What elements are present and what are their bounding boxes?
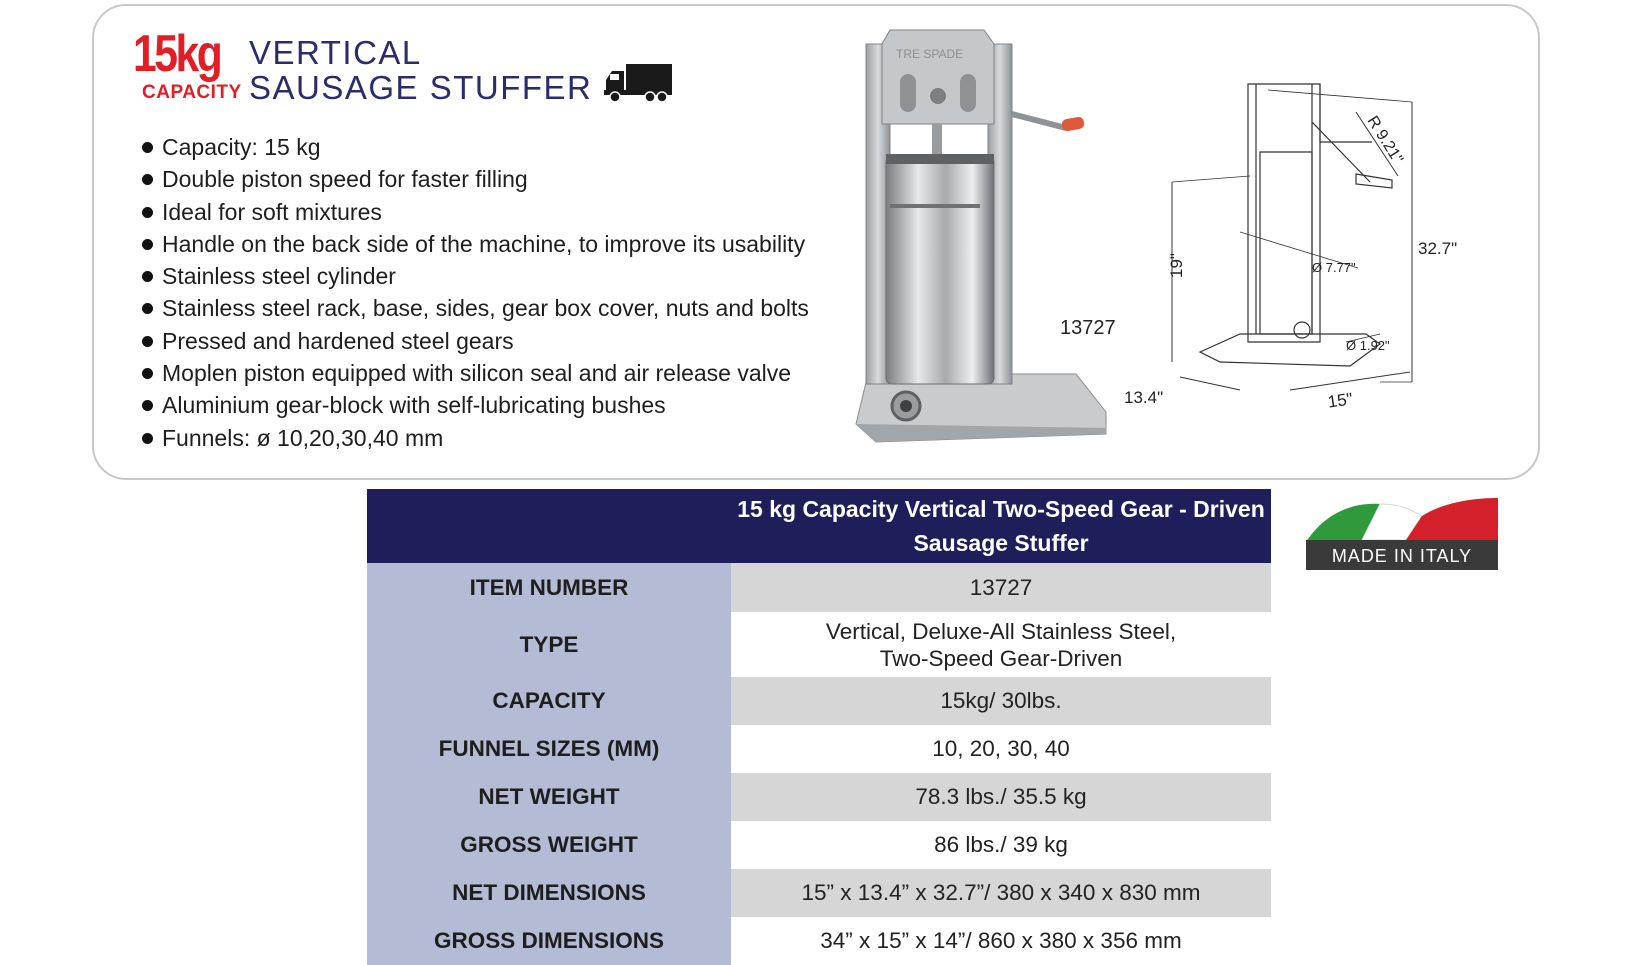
truck-icon: [604, 60, 674, 104]
row-value: 34” x 15” x 14”/ 860 x 380 x 356 mm: [731, 917, 1271, 965]
bullet-icon: [142, 239, 153, 250]
feature-item: Aluminium gear-block with self-lubricating bushes: [142, 389, 809, 421]
product-item-code: 13727: [1060, 317, 1116, 339]
row-label: CAPACITY: [367, 677, 731, 725]
table-row: [367, 773, 1271, 821]
feature-item: Stainless steel rack, base, sides, gear box cover, nuts and bolts: [142, 292, 809, 324]
dim-cylinder-diameter: Ø 7.77": [1312, 260, 1356, 275]
capacity-number: 15kg: [133, 25, 221, 83]
dim-width: 15": [1326, 389, 1354, 412]
brand-plate: TRE SPADE: [896, 47, 964, 61]
row-value: 13727: [731, 563, 1271, 612]
row-label: GROSS WEIGHT: [367, 821, 731, 869]
row-value: 15” x 13.4” x 32.7”/ 380 x 340 x 830 mm: [731, 869, 1271, 917]
bullet-icon: [142, 207, 153, 218]
feature-item: Funnels: ø 10,20,30,40 mm: [142, 422, 809, 454]
bullet-icon: [142, 174, 153, 185]
bullet-icon: [142, 303, 153, 314]
dim-outlet-diameter: Ø 1.92": [1346, 338, 1390, 353]
spec-table-title: 15 kg Capacity Vertical Two-Speed Gear - Driven Sausage Stuffer: [731, 489, 1271, 563]
row-value: 78.3 lbs./ 35.5 kg: [731, 773, 1271, 821]
table-row: [367, 677, 1271, 725]
bullet-icon: [142, 142, 153, 153]
capacity-word: CAPACITY: [142, 82, 242, 103]
dimension-diagram: [1124, 72, 1490, 422]
row-value: 86 lbs./ 39 kg: [731, 821, 1271, 869]
row-value: 15kg/ 30lbs.: [731, 677, 1271, 725]
dim-depth: 13.4": [1124, 388, 1164, 407]
row-label: FUNNEL SIZES (MM): [367, 725, 731, 773]
made-in-italy-badge: [1304, 496, 1500, 572]
table-row: [367, 917, 1271, 965]
row-label: TYPE: [367, 612, 731, 677]
row-value: 10, 20, 30, 40: [731, 725, 1271, 773]
product-image: [856, 24, 1118, 464]
feature-item: Handle on the back side of the machine, to improve its usability: [142, 228, 809, 260]
dim-radius: R 9.21": [1363, 113, 1407, 168]
spec-table-header: [367, 489, 1271, 563]
feature-item: Stainless steel cylinder: [142, 260, 809, 292]
feature-item: Ideal for soft mixtures: [142, 196, 809, 228]
table-row: [367, 821, 1271, 869]
bullet-icon: [142, 336, 153, 347]
table-row: [367, 725, 1271, 773]
dim-height-total: 32.7": [1418, 239, 1458, 258]
product-title-line1: VERTICAL: [249, 34, 422, 71]
bullet-icon: [142, 400, 153, 411]
row-label: NET WEIGHT: [367, 773, 731, 821]
feature-item: Double piston speed for faster filling: [142, 163, 809, 195]
table-row: [367, 869, 1271, 917]
row-value: Vertical, Deluxe-All Stainless Steel, Two-Speed Gear-Driven: [731, 612, 1271, 677]
bullet-icon: [142, 368, 153, 379]
row-label: GROSS DIMENSIONS: [367, 917, 731, 965]
product-title-line2: SAUSAGE STUFFER: [249, 69, 593, 106]
bullet-icon: [142, 433, 153, 444]
feature-item: Pressed and hardened steel gears: [142, 325, 809, 357]
feature-item: Moplen piston equipped with silicon seal and air release valve: [142, 357, 809, 389]
dim-height-lower: 19": [1167, 253, 1186, 278]
feature-item: Capacity: 15 kg: [142, 131, 809, 163]
made-in-italy-text: MADE IN ITALY: [1331, 546, 1473, 566]
table-row: [367, 612, 1271, 677]
table-row: [367, 563, 1271, 612]
row-label: ITEM NUMBER: [367, 563, 731, 612]
feature-list: [142, 131, 809, 454]
bullet-icon: [142, 271, 153, 282]
row-label: NET DIMENSIONS: [367, 869, 731, 917]
spec-table: [367, 489, 1271, 965]
